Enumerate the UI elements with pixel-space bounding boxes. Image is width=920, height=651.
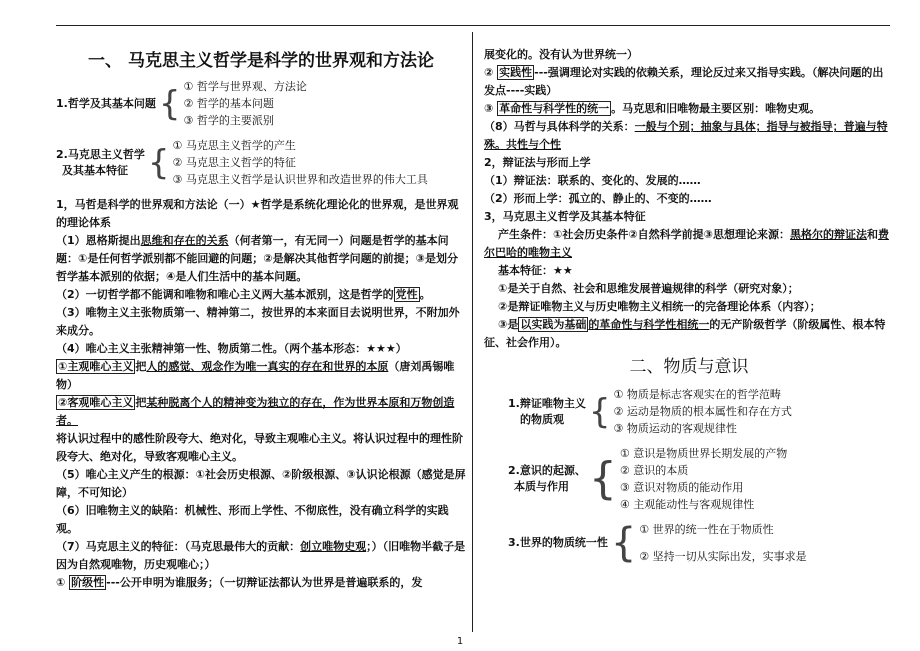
paragraph — [56, 394, 466, 430]
outline-item: ② 坚持一切从实际出发，实事求是 — [639, 550, 807, 563]
brace-icon: { — [147, 142, 170, 183]
text: 和 — [866, 228, 878, 241]
text: 。马克思和旧唯物最主要区别：唯物史观。 — [611, 102, 821, 115]
underlined-text: 思维和存在的关系 — [140, 234, 229, 247]
text: 。 — [419, 288, 431, 301]
outline-item: ③ 哲学的主要派别 — [183, 114, 274, 127]
outline-items — [620, 445, 787, 513]
text: 把 — [135, 396, 147, 409]
outline-label-line: 1.辩证唯物主义 — [508, 396, 586, 410]
text: （2）一切哲学都不能调和唯物和唯心主义两大基本派别，这是哲学的 — [56, 288, 394, 301]
paragraph — [56, 286, 466, 304]
outline-item: ③ 物质运动的客观规律性 — [613, 422, 737, 435]
outline-items — [613, 386, 791, 437]
paragraph: 展变化的。没有认为世界统一） — [484, 48, 638, 61]
paragraph: （3）唯物主义主张物质第一、精神第二，按世界的本来面目去说明世界，不附加外来成分。 — [56, 306, 460, 337]
paragraph — [56, 358, 466, 394]
left-column — [56, 36, 466, 592]
top-rule — [56, 25, 890, 26]
underlined-text: 人的感觉、观念作为唯一真实的存在和世界的本原 — [146, 360, 389, 373]
outline-label — [508, 463, 586, 495]
right-column — [484, 46, 894, 567]
column-divider — [472, 32, 473, 632]
outline-item: ② 马克思主义哲学的特征 — [172, 156, 296, 169]
text: 的无产阶级哲学（阶级属性、根本特征、社会作用）。 — [484, 318, 886, 349]
text: 把 — [135, 360, 147, 373]
text: （7）马克思主义的特征：（马克思最伟大的贡献： — [56, 540, 301, 553]
section-title-1: 一、 马克思主义哲学是科学的世界观和方法论 — [88, 51, 434, 71]
paragraph: （1）辩证法：联系的、变化的、发展的…… — [484, 174, 701, 187]
outline-matter — [508, 386, 894, 437]
outline-item: ① 哲学与世界观、方法论 — [183, 80, 307, 93]
outline-items — [172, 137, 427, 188]
paragraph: 基本特征：★★ — [498, 264, 573, 277]
outline-label-line: 本质与作用 — [514, 480, 569, 493]
page-number: 1 — [456, 636, 464, 647]
outline-label: 3.世界的物质统一性 — [508, 536, 608, 549]
section-title-2: 二、物质与意识 — [629, 357, 749, 377]
outline-item: ④ 主观能动性与客观规律性 — [619, 498, 755, 511]
text: ③ — [484, 102, 498, 115]
paragraph — [484, 64, 894, 100]
paragraph — [56, 538, 466, 574]
boxed-text: ①主观唯心主义 — [58, 360, 134, 373]
underlined-text: 创立唯物史观 — [300, 540, 367, 553]
outline-item: ① 意识是物质世界长期发展的产物 — [619, 447, 788, 460]
outline-item: ② 意识的本质 — [619, 464, 689, 477]
outline-item: ② 运动是物质的根本属性和存在方式 — [613, 405, 792, 418]
text: ② — [484, 66, 498, 79]
paragraph: 1，马哲是科学的世界观和方法论（一）★哲学是系统化理论化的世界观，是世界观的理论体系 — [56, 198, 459, 229]
outline-label-line: 及其基本特征 — [62, 163, 128, 177]
paragraph — [484, 316, 894, 352]
outline-label — [508, 396, 586, 428]
outline-label-line: 2.马克思主义哲学 — [56, 147, 145, 161]
text: ；）（旧唯物半截子是因为自然观唯物，历史观唯心；） — [56, 540, 466, 571]
paragraph: ②是辩证唯物主义与历史唯物主义相统一的完备理论体系（内容）； — [498, 300, 821, 313]
outline-item: ① 世界的统一性在于物质性 — [639, 523, 774, 536]
outline-label — [56, 147, 145, 179]
outline-label: 1.哲学及其基本问题 — [56, 96, 156, 110]
text: （1）恩格斯提出 — [56, 234, 141, 247]
outline-item: ② 哲学的基本问题 — [183, 97, 274, 110]
outline-item: ③ 意识对物质的能动作用 — [619, 481, 744, 494]
text: ---公开申明为谁服务；（一切辩证法都认为世界是普遍联系的，发 — [106, 576, 423, 589]
paragraph — [484, 100, 894, 118]
brace-icon: { — [158, 83, 181, 124]
text: （何者第一，有无同一）问题是哲学的基本问题：①是任何哲学派别都不能回避的问题；②是解决其他哲学问题的前提；③是划分哲学基本派别的依据；④是人们生活中的基本问题。 — [56, 234, 458, 283]
text: 产生条件：①社会历史条件②自然科学前提③思想理论来源： — [498, 228, 790, 241]
outline-label-line: 的物质观 — [520, 412, 564, 426]
underlined-text: 某种脱离个人的精神变为独立的存在，作为世界本原和万物创造者。 — [56, 396, 455, 427]
brace-icon: { — [588, 453, 617, 504]
outline-items — [183, 78, 306, 129]
outline-item: ③ 马克思主义哲学是认识世界和改造世界的伟大工具 — [172, 173, 428, 186]
outline-items — [639, 521, 806, 565]
paragraph — [56, 574, 466, 592]
outline-consciousness — [508, 445, 894, 513]
text: ① — [56, 576, 70, 589]
text: ③是 — [498, 318, 519, 331]
paragraph — [484, 226, 894, 262]
outline-marxist-philosophy — [56, 137, 466, 188]
underlined-text: 黑格尔的辩证法 — [789, 228, 867, 241]
boxed-text: 党性 — [395, 288, 418, 301]
paragraph: 3，马克思主义哲学及其基本特征 — [484, 210, 646, 223]
outline-philosophy — [56, 78, 466, 129]
outline-item: ① 马克思主义哲学的产生 — [172, 139, 296, 152]
boxed-text: 以实践为基础 — [520, 318, 587, 331]
paragraph: （5）唯心主义产生的根源：①社会历史根源、②阶级根源、③认识论根源（感觉是屏障，不可知论） — [56, 468, 466, 499]
paragraph: （4）唯心主义主张精神第一性、物质第二性。（两个基本形态：★★★） — [56, 342, 407, 355]
outline-unity — [508, 521, 894, 565]
brace-icon: { — [610, 520, 637, 566]
text: （唐刘禹锡唯物） — [56, 360, 455, 391]
underlined-text: 一般与个别；抽象与具体；指导与被指导；普遍与特殊。共性与个性 — [484, 120, 888, 151]
paragraph: 2，辩证法与形而上学 — [484, 156, 591, 169]
paragraph — [484, 118, 894, 154]
paragraph: （2）形而上学：孤立的、静止的、不变的…… — [484, 192, 712, 205]
brace-icon: { — [588, 391, 611, 432]
outline-label-line: 2.意识的起源、 — [508, 464, 586, 477]
paragraph: （6）旧唯物主义的缺陷：机械性、形而上学性、不彻底性，没有确立科学的实践观。 — [56, 504, 449, 535]
outline-item: ① 物质是标志客观实在的哲学范畴 — [613, 388, 781, 401]
boxed-text: 阶级性 — [71, 576, 105, 589]
boxed-text: 革命性与科学性的统一 — [499, 102, 610, 115]
underlined-text: 费尔巴哈的唯物主义 — [484, 228, 889, 259]
boxed-text: ②客观唯心主义 — [58, 396, 134, 409]
boxed-text: 实践性 — [499, 66, 533, 79]
paragraph: ①是关于自然、社会和思维发展普遍规律的科学（研究对象）； — [498, 282, 799, 295]
paragraph — [56, 232, 466, 286]
underlined-text: 的革命性与科学性相统一 — [588, 318, 710, 331]
left-body — [56, 196, 466, 592]
paragraph: 将认识过程中的感性阶段夸大、绝对化，导致主观唯心主义。将认识过程中的理性阶段夸大、绝对化，导致客观唯心主义。 — [56, 432, 463, 463]
text: （8）马哲与具体科学的关系： — [484, 120, 635, 133]
text: ---强调理论对实践的依赖关系，理论反过来又指导实践。（解决问题的出发点----实践） — [484, 66, 884, 97]
